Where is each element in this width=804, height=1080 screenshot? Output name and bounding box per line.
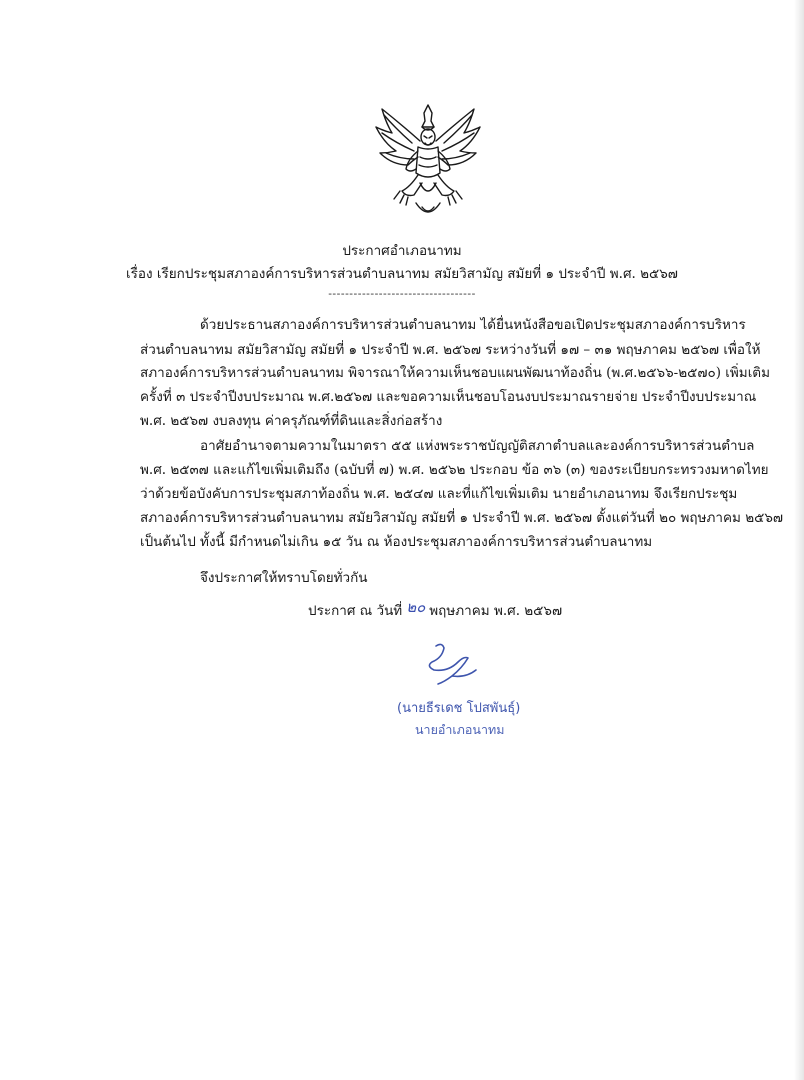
- paragraph2-line4: สภาองค์การบริหารส่วนตำบลนาทม สมัยวิสามัญ สมัยที่ ๑ ประจำปี พ.ศ. ๒๕๖๗ ตั้งแต่วันที่ ๒๐ พฤษภาคม ๒๕๖๗: [140, 510, 784, 526]
- signer-name: (นายธีรเดช โปสพันธุ์): [397, 701, 521, 716]
- date-day-handwritten: ๒๐: [406, 598, 426, 616]
- paragraph1-line1: ด้วยประธานสภาองค์การบริหารส่วนตำบลนาทม ได้ยื่นหนังสือขอเปิดประชุมสภาองค์การบริหาร: [200, 317, 746, 333]
- closing-statement: จึงประกาศให้ทราบโดยทั่วกัน: [200, 570, 368, 586]
- paragraph2-line5: เป็นต้นไป ทั้งนี้ มีกำหนดไม่เกิน ๑๕ วัน ณ ห้องประชุมสภาองค์การบริหารส่วนตำบลนาทม: [140, 534, 653, 550]
- paragraph2-line3: ว่าด้วยข้อบังคับการประชุมสภาท้องถิ่น พ.ศ. ๒๕๔๗ และที่แก้ไขเพิ่มเติม นายอำเภอนาทม จึงเรียกประชุม: [140, 486, 738, 502]
- paragraph1-line3: สภาองค์การบริหารส่วนตำบลนาทม พิจารณาให้ความเห็นชอบแผนพัฒนาท้องถิ่น (พ.ศ.๒๕๖๖-๒๕๗๐) เพิ่มเติม: [140, 365, 770, 381]
- paragraph2-line1: อาศัยอำนาจตามความในมาตรา ๕๕ แห่งพระราชบัญญัติสภาตำบลและองค์การบริหารส่วนตำบล: [200, 438, 755, 454]
- garuda-emblem-icon: [372, 103, 484, 223]
- handwritten-signature-icon: [418, 640, 488, 690]
- paragraph1-line2: ส่วนตำบลนาทม สมัยวิสามัญ สมัยที่ ๑ ประจำปี พ.ศ. ๒๕๖๗ ระหว่างวันที่ ๑๗ – ๓๑ พฤษภาคม ๒๕๖๗ เพื่อให้: [140, 342, 761, 358]
- title-divider: -----------------------------------: [328, 287, 476, 300]
- paragraph1-line4: ครั้งที่ ๓ ประจำปีงบประมาณ พ.ศ.๒๕๖๗ และขอความเห็นชอบโอนงบประมาณรายจ่าย ประจำปีงบประมาณ: [140, 389, 757, 405]
- page-edge-shadow: [794, 0, 804, 1080]
- date-suffix: พฤษภาคม พ.ศ. ๒๕๖๗: [429, 603, 563, 619]
- signer-position: นายอำเภอนาทม: [415, 722, 505, 737]
- date-prefix: ประกาศ ณ วันที่: [308, 603, 403, 619]
- paragraph1-line5: พ.ศ. ๒๕๖๗ งบลงทุน ค่าครุภัณฑ์ที่ดินและสิ่งก่อสร้าง: [140, 413, 443, 429]
- announcement-title: ประกาศอำเภอนาทม: [342, 243, 462, 259]
- announcement-date: [308, 600, 562, 621]
- paragraph2-line2: พ.ศ. ๒๕๓๗ และแก้ไขเพิ่มเติมถึง (ฉบับที่ ๗) พ.ศ. ๒๕๖๒ ประกอบ ข้อ ๓๖ (๓) ของระเบียบกระทรวงมหาดไทย: [140, 462, 769, 478]
- announcement-subject: เรื่อง เรียกประชุมสภาองค์การบริหารส่วนตำบลนาทม สมัยวิสามัญ สมัยที่ ๑ ประจำปี พ.ศ. ๒๕๖๗: [126, 266, 678, 282]
